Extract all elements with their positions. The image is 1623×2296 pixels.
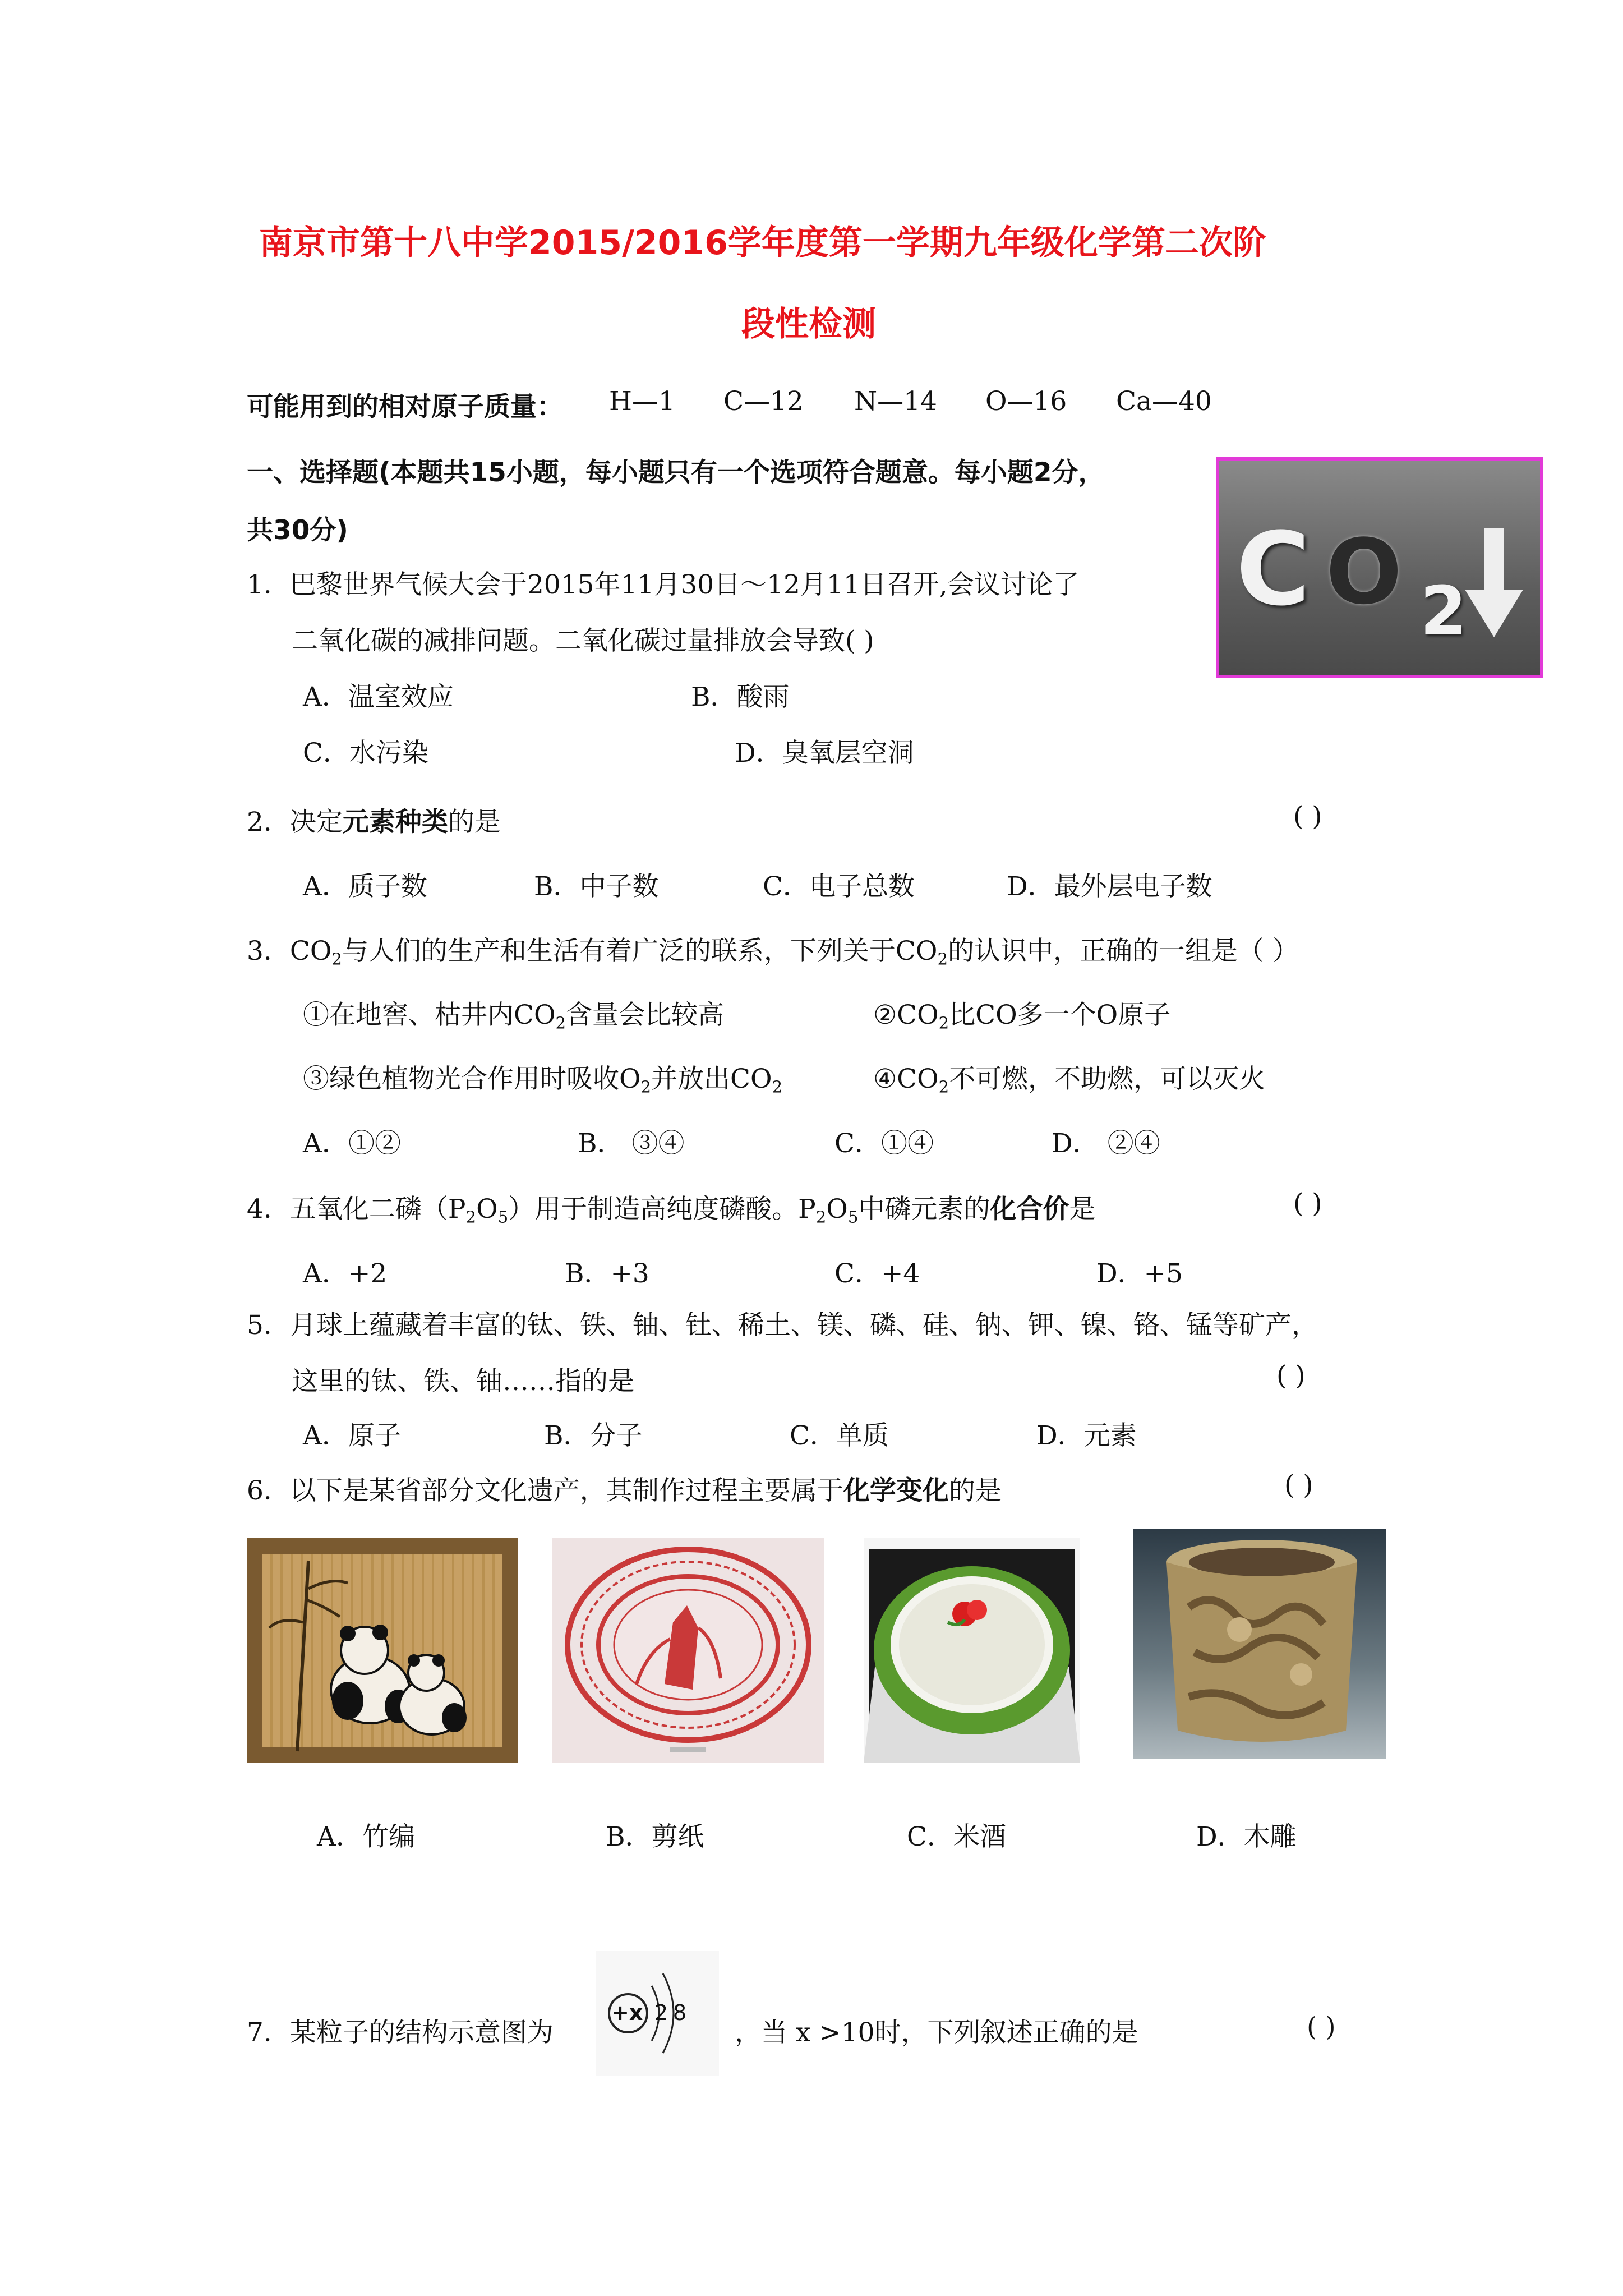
q1-option-b: B．酸雨 [691,682,790,712]
q3-s4-b: 不可燃，不助燃，可以灭火 [949,1064,1266,1094]
q6-option-a: A．竹编 [317,1821,415,1852]
q6-option-c: C．米酒 [907,1821,1006,1852]
q5-option-c: C．单质 [790,1420,889,1451]
q6-answer-paren: ( ) [1284,1470,1313,1501]
section1-heading: 一、选择题(本题共15小题，每小题只有一个选项符合题意。每小题2分， [247,457,1105,488]
q3-s2-a: ②CO [873,1000,939,1030]
q6-option-d: D．木雕 [1196,1821,1297,1852]
q3-option-c: C．①④ [834,1128,934,1159]
q4-sub: 5 [847,1207,859,1227]
atomic-mass-n: N—14 [854,386,937,417]
atom-nucleus-label: +x [611,2000,643,2025]
q3-option-d: D． ②④ [1052,1128,1160,1159]
co2-letter-c: C [1236,511,1311,628]
down-arrow-icon [1460,528,1528,640]
q3-s3-b: 并放出CO [651,1064,772,1094]
q4-answer-paren: ( ) [1293,1188,1322,1219]
q5-answer-paren: ( ) [1276,1360,1306,1391]
q2-stem-post: 的是 [448,807,501,838]
q3-statement-4 [873,1058,1265,1097]
q3-option-a: A．①② [303,1128,401,1159]
atomic-mass-o: O—16 [985,386,1067,417]
q3-s2-b: 比CO多一个O原子 [949,1000,1171,1030]
q7-stem-post: ，当 x >10时，下列叙述正确的是 [735,2017,1138,2048]
q1-option-c: C．水污染 [303,738,428,769]
q3-s1-a: ①在地窖、枯井内CO [303,1000,556,1030]
q4-sub: 2 [815,1207,827,1227]
q3-stem-b: 与人们的生产和生活有着广泛的联系，下列关于CO [342,936,938,967]
q4-stem-bold: 化合价 [990,1194,1069,1225]
q2-stem [247,801,501,839]
q4-option-a: A．+2 [303,1258,388,1289]
q3-s1-b: 含量会比较高 [566,1000,725,1030]
q3-sub: 2 [938,1013,949,1033]
q7-answer-paren: ( ) [1307,2012,1336,2042]
q4-option-b: B．+3 [565,1258,649,1289]
atom-shell1-count: 2 [654,2000,668,2025]
page-title-line2: 段性检测 [741,305,876,344]
q2-option-c: C．电子总数 [763,871,915,902]
q4-stem-a: 4．五氧化二磷（P [247,1194,466,1225]
q2-stem-bold: 元素种类 [342,807,448,838]
q6-stem [247,1470,1002,1507]
paper-cut-image [552,1538,824,1763]
q3-stem-a: 3．CO [247,936,332,967]
q3-statement-3 [303,1058,782,1097]
q5-option-b: B．分子 [544,1420,643,1451]
q3-sub: 2 [938,1077,949,1097]
q4-sub: 5 [497,1207,509,1227]
q6-stem-pre: 6．以下是某省部分文化遗产，其制作过程主要属于 [247,1475,843,1506]
bamboo-weaving-image [247,1538,518,1763]
q6-stem-post: 的是 [948,1475,1002,1506]
q3-stem-c: 的认识中，正确的一组是（ ） [947,936,1299,967]
q3-stem [247,930,1299,969]
q1-stem-line2: 二氧化碳的减排问题。二氧化碳过量排放会导致( ) [292,625,874,656]
q4-sub: 2 [465,1207,477,1227]
q3-statement-1 [303,994,724,1033]
atomic-mass-h: H—1 [609,386,675,417]
q2-stem-pre: 2．决定 [247,807,343,838]
q4-option-d: D．+5 [1096,1258,1183,1289]
q4-stem-b: O [476,1194,498,1225]
q5-option-a: A．原子 [303,1420,401,1451]
q3-sub: 2 [331,949,342,969]
q4-stem-f: 是 [1069,1194,1096,1225]
q3-s3-a: ③绿色植物光合作用时吸收O [303,1064,641,1094]
q2-option-d: D．最外层电子数 [1007,871,1212,902]
q5-stem-line2: 这里的钛、铁、铀……指的是 [292,1366,634,1397]
q6-stem-bold: 化学变化 [843,1475,949,1506]
q6-option-b: B．剪纸 [606,1821,704,1852]
q1-option-a: A．温室效应 [303,682,454,712]
co2-letter-sub2: 2 [1420,573,1467,651]
atom-shell2-count: 8 [673,2000,687,2025]
co2-image [1216,457,1543,678]
q4-stem-c: ）用于制造高纯度磷酸。P [508,1194,816,1225]
rice-wine-image [864,1538,1080,1763]
atom-structure-diagram [596,1951,719,2076]
q4-option-c: C．+4 [834,1258,920,1289]
q2-option-a: A．质子数 [303,871,427,902]
q5-option-d: D．元素 [1036,1420,1137,1451]
q3-sub: 2 [640,1077,652,1097]
q4-stem-e: 中磷元素的 [858,1194,990,1225]
q4-stem [247,1188,1095,1227]
q2-answer-paren: ( ) [1293,801,1322,832]
q1-stem-line1: 1．巴黎世界气候大会于2015年11月30日～12月11日召开,会议讨论了 [247,569,1080,600]
q7-stem-pre: 7．某粒子的结构示意图为 [247,2017,554,2048]
co2-letter-o: O [1326,519,1403,624]
q1-option-d: D．臭氧层空洞 [735,738,914,769]
q3-sub: 2 [555,1013,566,1033]
q3-statement-2 [873,994,1170,1033]
q3-s4-a: ④CO [873,1064,939,1094]
q4-stem-d: O [826,1194,848,1225]
q5-stem-line1: 5．月球上蕴藏着丰富的钛、铁、铀、钍、稀土、镁、磷、硅、钠、钾、镍、铬、锰等矿产， [247,1310,1318,1341]
section1-heading-cont: 共30分) [247,515,348,546]
atomic-mass-c: C—12 [723,386,804,417]
page-title-line1: 南京市第十八中学2015/2016学年度第一学期九年级化学第二次阶 [259,223,1266,263]
wood-carving-image [1133,1529,1386,1759]
atomic-mass-ca: Ca—40 [1116,386,1212,417]
q3-sub: 2 [937,949,948,969]
q3-sub: 2 [772,1077,783,1097]
atomic-mass-label: 可能用到的相对原子质量： [247,392,563,422]
q3-option-b: B． ③④ [578,1128,685,1159]
q2-option-b: B．中子数 [534,871,659,902]
